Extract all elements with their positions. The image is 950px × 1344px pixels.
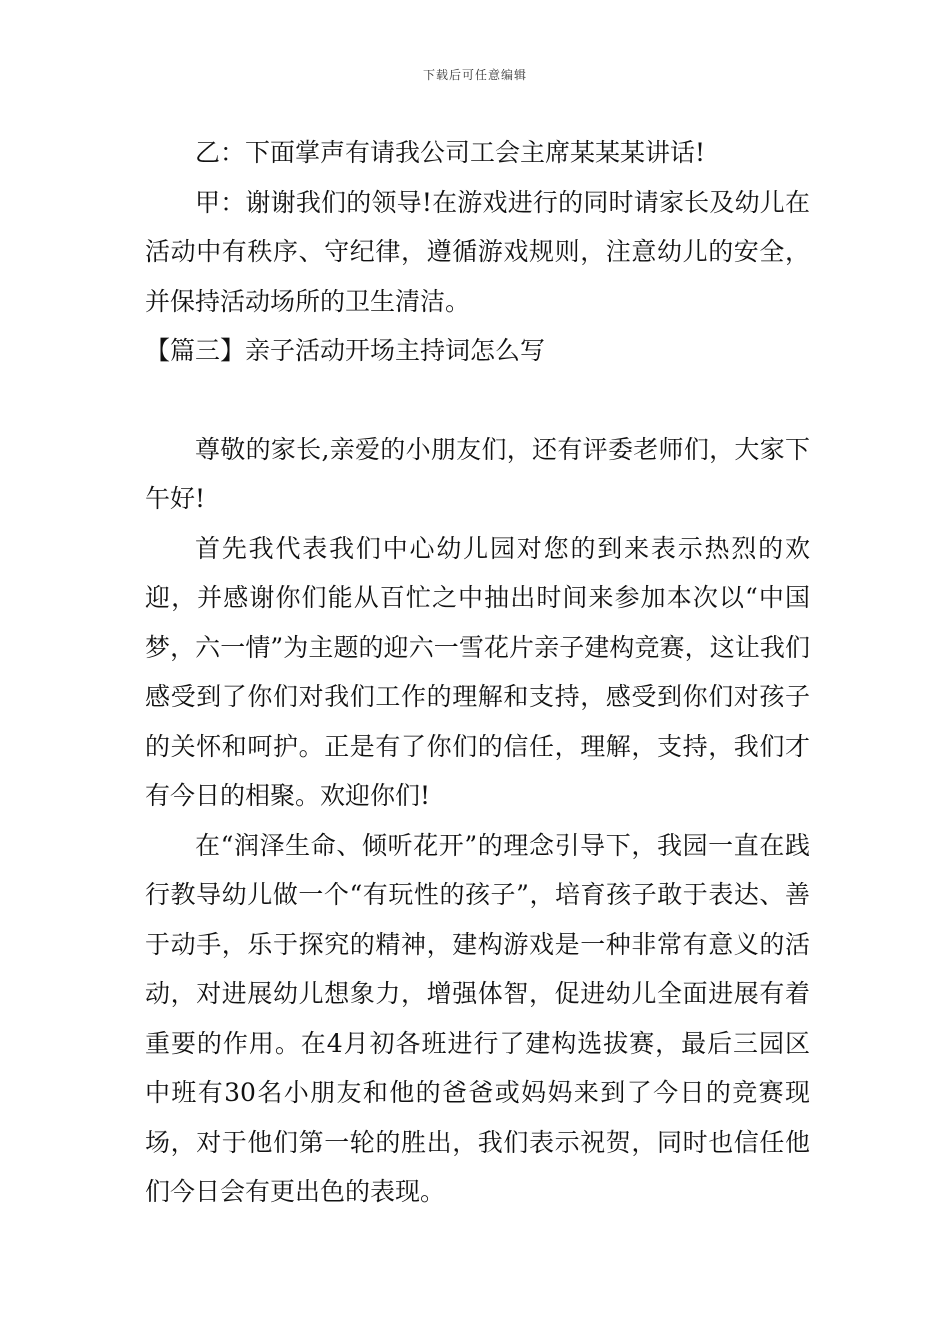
page-header-note: 下载后可任意编辑 <box>422 68 527 82</box>
section-heading: 【篇三】亲子活动开场主持词怎么写 <box>145 336 546 365</box>
paragraph-greeting: 尊敬的家长,亲爱的小朋友们，还有评委老师们，大家下午好! <box>145 434 810 513</box>
paragraph-host-jia: 甲：谢谢我们的领导!在游戏进行的同时请家长及幼儿在活动中有秩序、守纪律，遵循游戏规则，注意幼儿的安全，并保持活动场所的卫生清洁。 <box>145 187 810 316</box>
paragraph-welcome: 首先我代表我们中心幼儿园对您的到来表示热烈的欢迎，并感谢你们能从百忙之中抽出时间来参加本次以“中国梦，六一情”为主题的迎六一雪花片亲子建构竞赛，这让我们感受到了你们对我们工作的理解和支持，感受到你们对孩子的关怀和呵护。正是有了你们的信任，理解，支持，我们才有今日的相聚。欢迎你们! <box>145 533 810 810</box>
document-body <box>145 128 810 1217</box>
blank-line <box>145 376 810 425</box>
paragraph-host-yi: 乙：下面掌声有请我公司工会主席某某某讲话! <box>195 138 706 167</box>
paragraph-philosophy: 在“润泽生命、倾听花开”的理念引导下，我园一直在践行教导幼儿做一个“有玩性的孩子”，培育孩子敢于表达、善于动手，乐于探究的精神，建构游戏是一种非常有意义的活动，对进展幼儿想象力，增强体智，促进幼儿全面进展有着重要的作用。在4月初各班进行了建构选拔赛，最后三园区中班有30名小朋友和他的爸爸或妈妈来到了今日的竞赛现场，对于他们第一轮的胜出，我们表示祝贺，同时也信任他们今日会有更出色的表现。 <box>145 830 810 1206</box>
